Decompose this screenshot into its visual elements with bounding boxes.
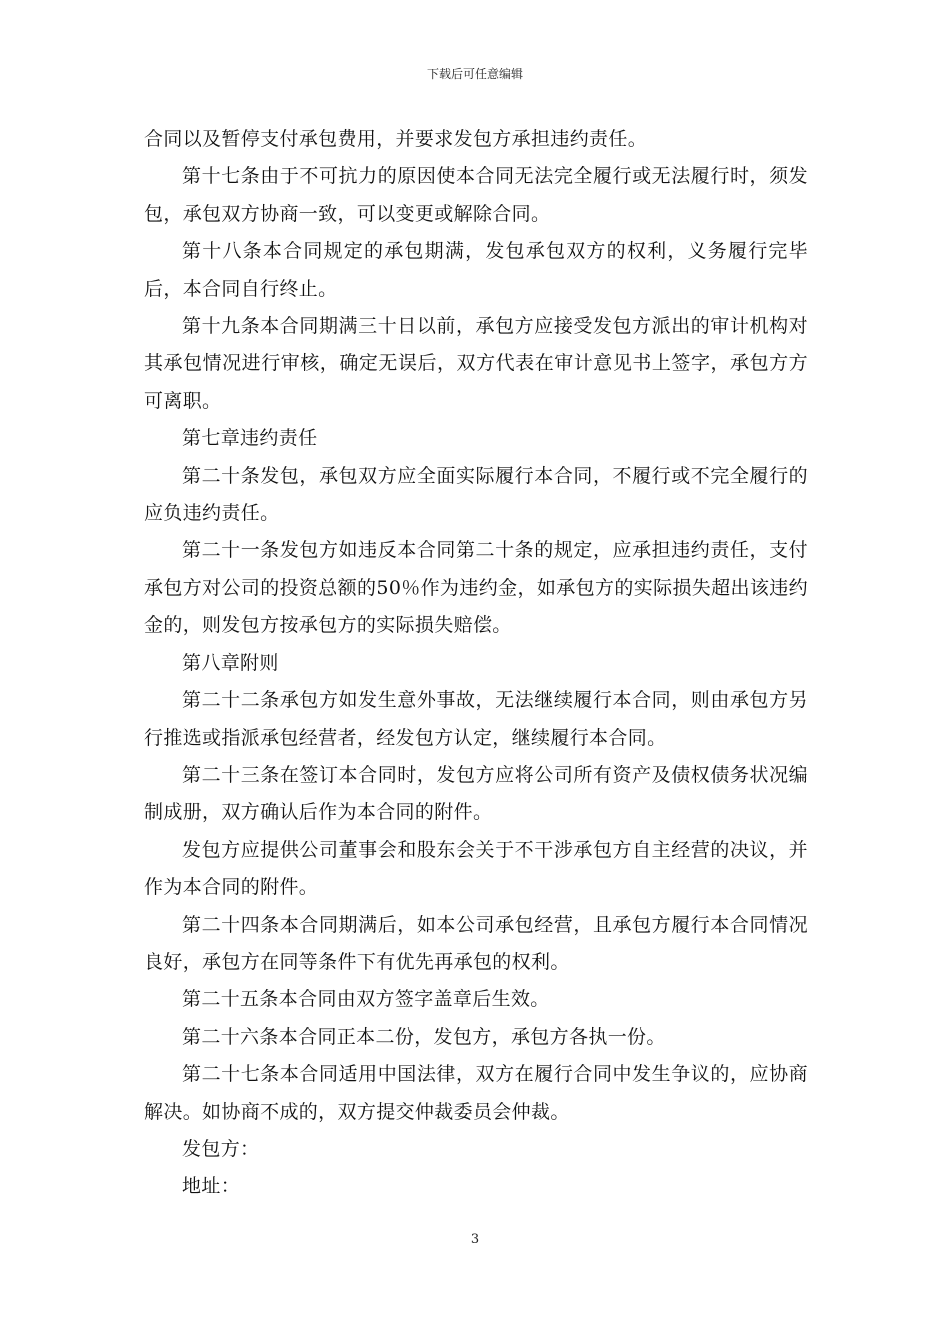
paragraph-article-19: 第十九条本合同期满三十日以前，承包方应接受发包方派出的审计机构对其承包情况进行审核，确定无误后，双方代表在审计意见书上签字，承包方方可离职。 xyxy=(144,315,808,412)
signature-field-employer: 发包方： xyxy=(182,1137,260,1160)
paragraph-article-23: 第二十三条在签订本合同时，发包方应将公司所有资产及债权债务状况编制成册，双方确认后作为本合同的附件。 xyxy=(144,763,808,824)
page-number: 3 xyxy=(470,1232,480,1247)
chapter-heading-7: 第七章违约责任 xyxy=(182,427,318,450)
paragraph-board-resolution: 发包方应提供公司董事会和股东会关于不干涉承包方自主经营的决议，并作为本合同的附件。 xyxy=(144,838,808,899)
page-header: 下载后可任意编辑 xyxy=(426,67,523,81)
signature-field-address: 地址： xyxy=(182,1175,241,1198)
paragraph-article-20: 第二十条发包，承包双方应全面实际履行本合同，不履行或不完全履行的应负违约责任。 xyxy=(144,464,808,525)
chapter-heading-8: 第八章附则 xyxy=(182,651,279,674)
paragraph-article-22: 第二十二条承包方如发生意外事故，无法继续履行本合同，则由承包方另行推选或指派承包经营者，经发包方认定，继续履行本合同。 xyxy=(144,689,808,749)
paragraph-article-21: 第二十一条发包方如违反本合同第二十条的规定，应承担违约责任，支付承包方对公司的投资总额的50％作为违约金，如承包方的实际损失超出该违约金的，则发包方按承包方的实际损失赔偿。 xyxy=(144,539,808,637)
document-body xyxy=(144,121,808,1206)
paragraph-article-26: 第二十六条本合同正本二份，发包方，承包方各执一份。 xyxy=(182,1025,666,1048)
paragraph-article-25: 第二十五条本合同由双方签字盖章后生效。 xyxy=(182,988,550,1011)
paragraph-article-18: 第十八条本合同规定的承包期满，发包承包双方的权利，义务履行完毕后，本合同自行终止。 xyxy=(144,240,808,300)
paragraph-article-24: 第二十四条本合同期满后，如本公司承包经营，且承包方履行本合同情况良好，承包方在同等条件下有优先再承包的权利。 xyxy=(144,913,808,973)
paragraph-article-17: 第十七条由于不可抗力的原因使本合同无法完全履行或无法履行时，须发包，承包双方协商一致，可以变更或解除合同。 xyxy=(144,165,808,225)
paragraph-continuation: 合同以及暂停支付承包费用，并要求发包方承担违约责任。 xyxy=(144,128,648,150)
paragraph-article-27: 第二十七条本合同适用中国法律，双方在履行合同中发生争议的，应协商解决。如协商不成的，双方提交仲裁委员会仲裁。 xyxy=(144,1063,808,1123)
